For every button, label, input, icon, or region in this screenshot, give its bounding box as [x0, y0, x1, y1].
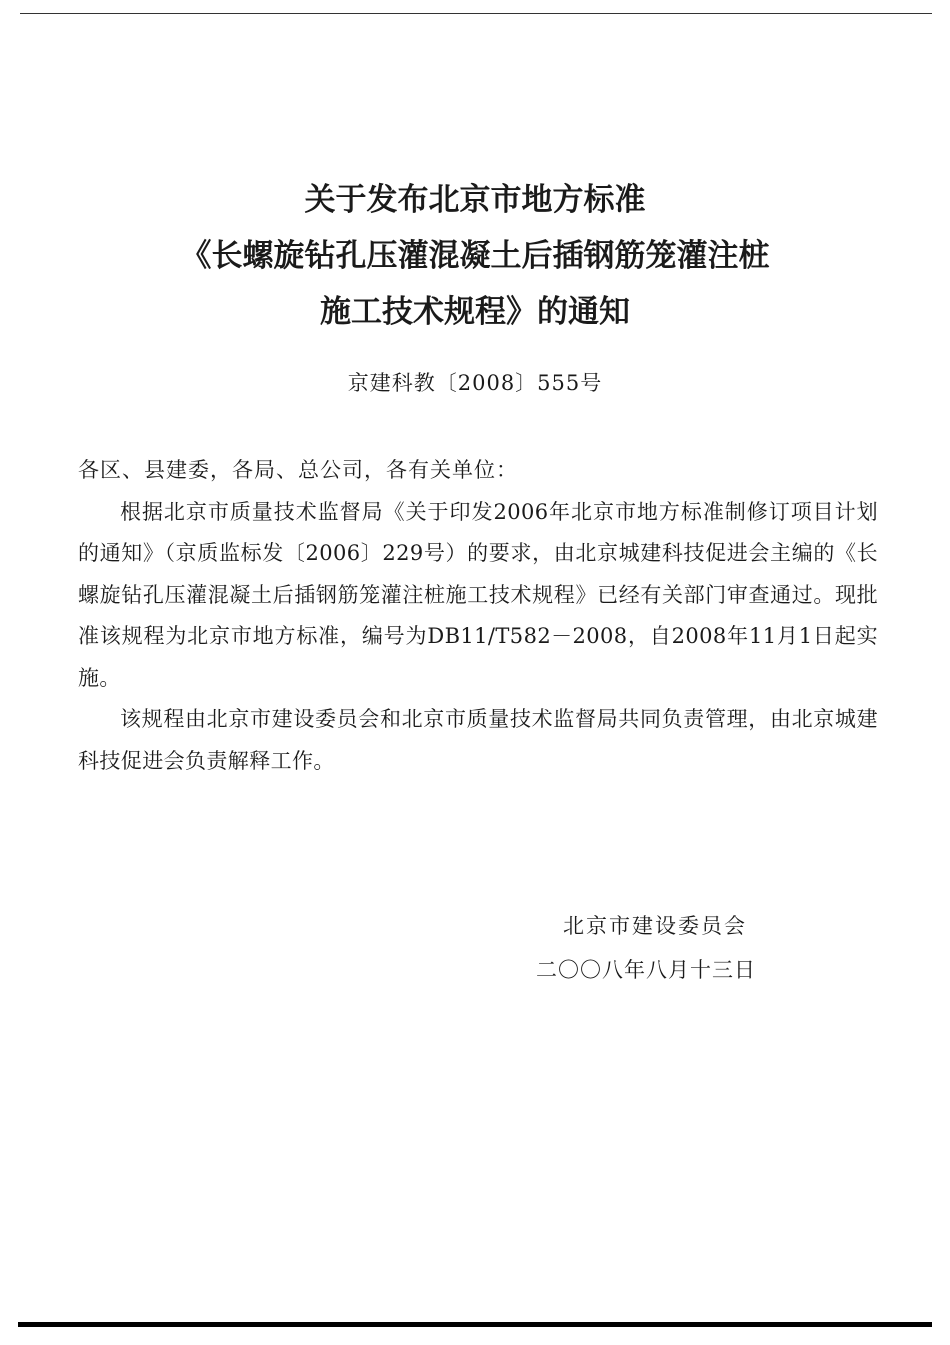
body-paragraph-1: 根据北京市质量技术监督局《关于印发2006年北京市地方标准制修订项目计划的通知》（京质监标发〔2006〕229号）的要求，由北京城建科技促进会主编的《长螺旋钻孔压灌混凝土后插钢筋笼灌注桩施工技术规程》已经有关部门审查通过。现批准该规程为北京市地方标准，编号为DB11/T582－2008，自2008年11月1日起实施。	[78, 499, 878, 690]
notice-body	[78, 450, 878, 782]
body-paragraph-2: 该规程由北京市建设委员会和北京市质量技术监督局共同负责管理，由北京城建科技促进会负责解释工作。	[78, 707, 878, 773]
signature-date: 二〇〇八年八月十三日	[536, 958, 756, 982]
bottom-rule	[18, 1322, 932, 1327]
top-rule	[20, 13, 932, 14]
title-line-1: 关于发布北京市地方标准	[304, 182, 646, 218]
document-number: 京建科教〔2008〕555号	[347, 371, 603, 395]
notice-title	[0, 172, 950, 340]
salutation: 各区、县建委，各局、总公司，各有关单位：	[78, 458, 518, 482]
title-line-3: 施工技术规程》的通知	[320, 294, 630, 330]
title-line-2: 《长螺旋钻孔压灌混凝土后插钢筋笼灌注桩	[180, 238, 770, 274]
signature-organization: 北京市建设委员会	[563, 914, 747, 938]
